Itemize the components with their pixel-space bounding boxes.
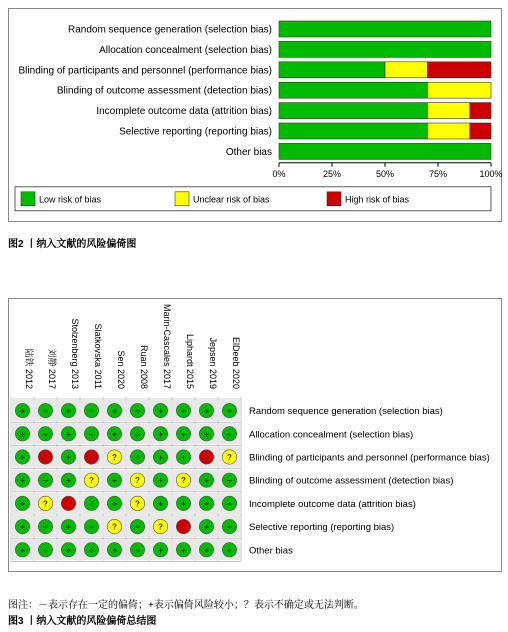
study-label: Sen 2020 [116, 350, 126, 389]
bar-category-label: Random sequence generation (selection bias) [67, 24, 272, 36]
risk-symbol: ? [89, 476, 94, 486]
risk-symbol: ? [112, 453, 117, 462]
risk-symbol: + [89, 406, 94, 416]
study-label: Ruan 2008 [139, 344, 149, 389]
legend-swatch [21, 192, 35, 206]
risk-symbol: + [227, 429, 232, 439]
domain-label: Blinding of outcome assessment (detection bias) [249, 475, 454, 487]
risk-symbol: + [204, 406, 209, 416]
risk-symbol: + [89, 545, 94, 555]
risk-symbol: ? [135, 499, 140, 509]
risk-symbol: + [204, 522, 209, 532]
risk-symbol: + [135, 406, 140, 416]
risk-symbol: + [20, 476, 25, 486]
legend-label: Low risk of bias [39, 194, 102, 205]
risk-of-bias-summary [9, 299, 503, 573]
risk-symbol: + [135, 522, 140, 532]
risk-symbol: + [227, 522, 232, 532]
risk-symbol: + [204, 476, 209, 486]
risk-judgement-circle [61, 496, 75, 510]
risk-symbol: + [43, 406, 48, 416]
figure-3-caption: 图3 丨纳入文献的风险偏倚总结图 [8, 616, 157, 627]
risk-of-bias-graph [9, 9, 503, 223]
bar-segment [279, 21, 491, 37]
x-tick-label: 25% [322, 168, 342, 179]
figure-2-caption: 图2 丨纳入文献的风险偏倚图 [8, 239, 137, 250]
bar-category-label: Incomplete outcome data (attrition bias) [96, 106, 272, 118]
risk-symbol: + [43, 429, 48, 439]
risk-judgement-circle [176, 519, 190, 533]
bar-category-label: Blinding of participants and personnel (performance bias) [18, 65, 272, 77]
risk-judgement-circle [84, 450, 98, 464]
bar-segment [279, 82, 427, 98]
legend-label: Unclear risk of bias [193, 194, 270, 205]
risk-symbol: + [135, 545, 140, 555]
risk-symbol: + [20, 499, 25, 509]
bar-segment [279, 103, 427, 119]
risk-symbol: + [89, 522, 94, 532]
risk-symbol: + [43, 522, 48, 532]
bar-segment [279, 62, 385, 78]
domain-label: Other bias [249, 545, 293, 557]
risk-symbol: + [181, 429, 186, 439]
risk-symbol: + [158, 406, 163, 416]
study-label: 刘静 2017 [47, 348, 57, 389]
risk-symbol: + [227, 545, 232, 555]
risk-symbol: + [112, 406, 117, 416]
risk-symbol: + [66, 429, 71, 439]
risk-symbol: ? [43, 499, 48, 509]
risk-symbol: + [66, 453, 71, 462]
risk-of-bias-graph-panel [8, 8, 502, 222]
x-tick-label: 50% [375, 168, 395, 179]
bar-category-label: Blinding of outcome assessment (detection bias) [56, 85, 272, 97]
study-label: Jepsen 2019 [208, 337, 218, 389]
risk-symbol: + [43, 476, 48, 486]
x-tick-label: 75% [428, 168, 448, 179]
risk-symbol: + [204, 545, 209, 555]
bar-category-label: Other bias [225, 146, 272, 158]
risk-judgement-circle [199, 450, 213, 464]
bar-segment [385, 62, 427, 78]
risk-symbol: + [66, 406, 71, 416]
risk-symbol: + [112, 476, 117, 486]
risk-symbol: + [158, 453, 163, 462]
risk-symbol: + [20, 545, 25, 555]
risk-symbol: ? [227, 453, 232, 462]
bar-segment [470, 123, 491, 139]
risk-symbol: + [227, 476, 232, 486]
study-label: Liphardt 2015 [185, 333, 195, 389]
risk-symbol: + [204, 499, 209, 509]
risk-symbol: ? [181, 476, 186, 486]
domain-label: Selective reporting (reporting bias) [249, 522, 395, 534]
bar-category-label: Allocation concealment (selection bias) [99, 44, 272, 56]
study-label: ElDeeb 2020 [231, 336, 241, 389]
risk-symbol: + [227, 499, 232, 509]
bar-segment [427, 103, 469, 119]
study-label: Slatkovska 2011 [93, 323, 103, 389]
figure-3-note: 图注：－表示存在一定的偏倚；+表示偏倚风险较小；？表示不确定或无法判断。 [8, 600, 364, 611]
risk-symbol: + [135, 453, 140, 462]
risk-symbol: + [135, 429, 140, 439]
risk-symbol: ? [158, 522, 163, 532]
risk-symbol: + [181, 545, 186, 555]
risk-symbol: + [181, 406, 186, 416]
study-label: Stolzenberg 2013 [70, 318, 80, 389]
bar-segment [427, 123, 469, 139]
risk-symbol: + [227, 406, 232, 416]
bar-category-label: Selective reporting (reporting bias) [119, 126, 272, 138]
legend-swatch [175, 192, 189, 206]
risk-symbol: + [89, 499, 94, 509]
risk-symbol: + [20, 522, 25, 532]
x-tick-label: 100% [479, 168, 503, 179]
risk-symbol: + [89, 429, 94, 439]
domain-label: Incomplete outcome data (attrition bias) [249, 498, 416, 510]
x-tick-label: 0% [272, 168, 286, 179]
risk-symbol: + [112, 429, 117, 439]
risk-symbol: + [158, 429, 163, 439]
risk-symbol: + [158, 476, 163, 486]
risk-symbol: + [66, 522, 71, 532]
risk-symbol: + [158, 499, 163, 509]
study-label: 陆铁 2012 [24, 348, 34, 389]
risk-symbol: + [112, 545, 117, 555]
risk-symbol: + [20, 406, 25, 416]
risk-symbol: + [43, 545, 48, 555]
bar-segment [279, 143, 491, 159]
risk-symbol: + [181, 453, 186, 462]
legend-label: High risk of bias [345, 194, 410, 205]
risk-symbol: + [66, 545, 71, 555]
bar-segment [279, 41, 491, 57]
bar-segment [470, 103, 491, 119]
domain-label: Allocation concealment (selection bias) [249, 429, 414, 441]
risk-symbol: + [204, 429, 209, 439]
risk-symbol: ? [135, 476, 140, 486]
bar-segment [427, 62, 491, 78]
bar-segment [427, 82, 491, 98]
risk-judgement-circle [38, 450, 52, 464]
risk-symbol: + [66, 476, 71, 486]
risk-of-bias-summary-panel [8, 298, 502, 572]
risk-symbol: + [181, 499, 186, 509]
risk-symbol: + [112, 499, 117, 509]
risk-symbol: + [158, 545, 163, 555]
study-label: Marin-Cascales 2017 [162, 303, 172, 389]
risk-symbol: + [20, 429, 25, 439]
domain-label: Random sequence generation (selection bias) [249, 406, 443, 418]
risk-symbol: ? [112, 522, 117, 532]
legend-swatch [327, 192, 341, 206]
domain-label: Blinding of participants and personnel (performance bias) [249, 452, 490, 464]
risk-symbol: + [20, 453, 25, 462]
bar-segment [279, 123, 427, 139]
